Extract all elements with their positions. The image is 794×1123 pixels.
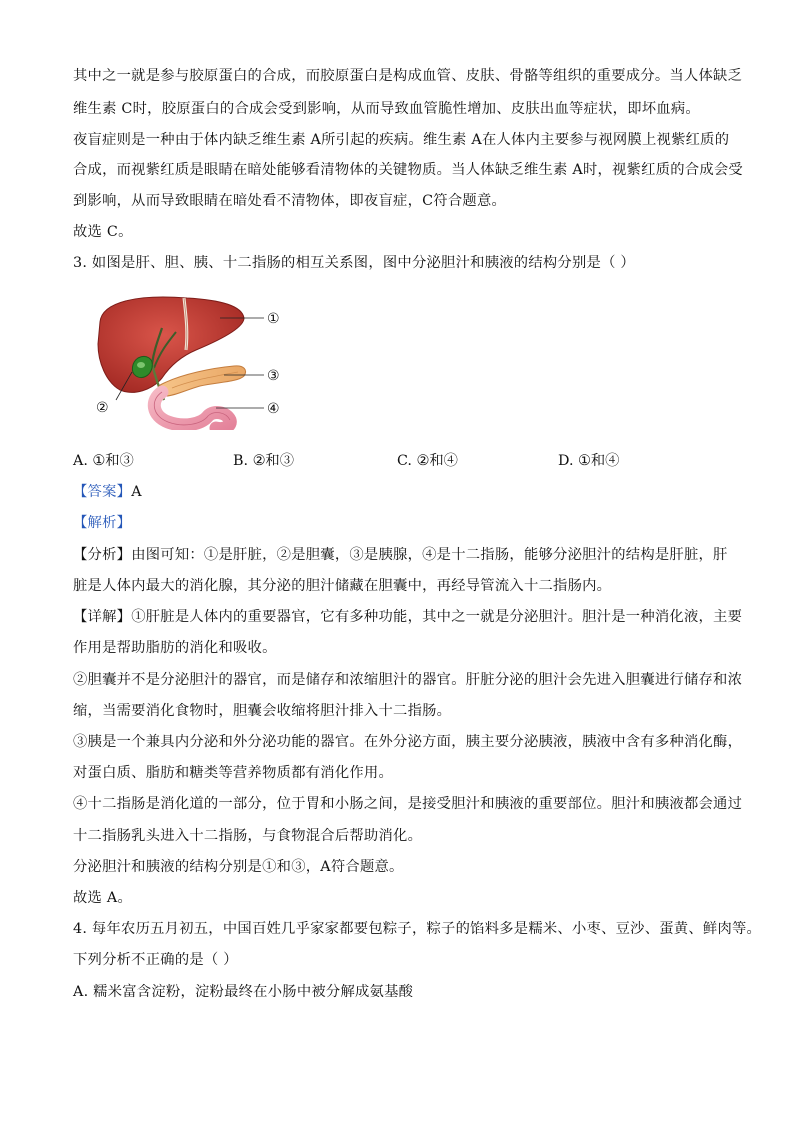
text-line: ②胆囊并不是分泌胆汁的器官，而是储存和浓缩胆汁的器官。肝脏分泌的胆汁会先进入胆囊进行储存和浓 (73, 672, 743, 688)
question-4-stem: 4. 每年农历五月初五，中国百姓几乎家家都要包粽子，粽子的馅料多是糯米、小枣、豆沙、蛋黄、鲜肉等。 (73, 921, 762, 937)
xiangjie-text: ①肝脏是人体内的重要器官，它有多种功能，其中之一就是分泌胆汁。胆汁是一种消化液，主要 (131, 609, 743, 625)
label-1: ① (267, 311, 280, 327)
text-line: 故选 C。 (73, 224, 133, 240)
xiangjie-line (73, 607, 742, 627)
answer-value: A (131, 484, 142, 500)
fenxi-tag: 【分析】 (73, 547, 132, 563)
text-line: 脏是人体内最大的消化腺，其分泌的胆汁储藏在胆囊中，再经导管流入十二指肠内。 (73, 578, 612, 594)
option-d: D. ①和④ (558, 453, 620, 469)
text-line: 下列分析不正确的是（ ） (73, 952, 238, 968)
label-2: ② (96, 400, 109, 416)
text-line: 夜盲症则是一种由于体内缺乏维生素 A所引起的疾病。维生素 A在人体内主要参与视网膜上视紫红质的 (73, 132, 730, 148)
option-c: C. ②和④ (397, 453, 458, 469)
answer-line (73, 482, 142, 502)
text-line: 对蛋白质、脂肪和糖类等营养物质都有消化作用。 (73, 765, 394, 781)
text-line: 其中之一就是参与胶原蛋白的合成，而胶原蛋白是构成血管、皮肤、骨骼等组织的重要成分。当人体缺乏 (73, 68, 743, 84)
answer-tag: 【答案】 (73, 484, 132, 500)
question-3-stem: 3. 如图是肝、胆、胰、十二指肠的相互关系图，图中分泌胆汁和胰液的结构分别是（ ） (73, 255, 635, 271)
question-4-option-a: A. 糯米富含淀粉，淀粉最终在小肠中被分解成氨基酸 (73, 984, 414, 1000)
text-line: ③胰是一个兼具内分泌和外分泌功能的器官。在外分泌方面，胰主要分泌胰液，胰液中含有多种消化酶， (73, 734, 743, 750)
text-line: 分泌胆汁和胰液的结构分别是①和③，A符合题意。 (73, 859, 404, 875)
text-line: ④十二指肠是消化道的一部分，位于胃和小肠之间，是接受胆汁和胰液的重要部位。胆汁和胰液都会通过 (73, 796, 743, 812)
xiangjie-tag: 【详解】 (73, 609, 132, 625)
text-line: 缩，当需要消化食物时，胆囊会收缩将胆汁排入十二指肠。 (73, 703, 452, 719)
fenxi-line (73, 545, 728, 565)
text-line: 作用是帮助脂肪的消化和吸收。 (73, 640, 277, 656)
text-line: 维生素 C时，胶原蛋白的合成会受到影响，从而导致血管脆性增加、皮肤出血等症状，即坏血病。 (73, 101, 700, 117)
fenxi-text: 由图可知：①是肝脏，②是胆囊，③是胰腺，④是十二指肠，能够分泌胆汁的结构是肝脏，肝 (131, 547, 728, 563)
option-b: B. ②和③ (233, 453, 295, 469)
option-a: A. ①和③ (73, 453, 134, 469)
text-line: 故选 A。 (73, 890, 133, 906)
label-3: ③ (267, 368, 280, 384)
text-line: 到影响，从而导致眼睛在暗处看不清物体，即夜盲症，C符合题意。 (73, 193, 507, 209)
text-line: 合成，而视紫红质是眼睛在暗处能够看清物体的关键物质。当人体缺乏维生素 A时，视紫红质的合成会受 (73, 162, 743, 178)
text-line: 十二指肠乳头进入十二指肠，与食物混合后帮助消化。 (73, 828, 423, 844)
label-4: ④ (267, 401, 280, 417)
analysis-tag: 【解析】 (73, 515, 132, 531)
digestive-organs-figure (92, 292, 297, 430)
